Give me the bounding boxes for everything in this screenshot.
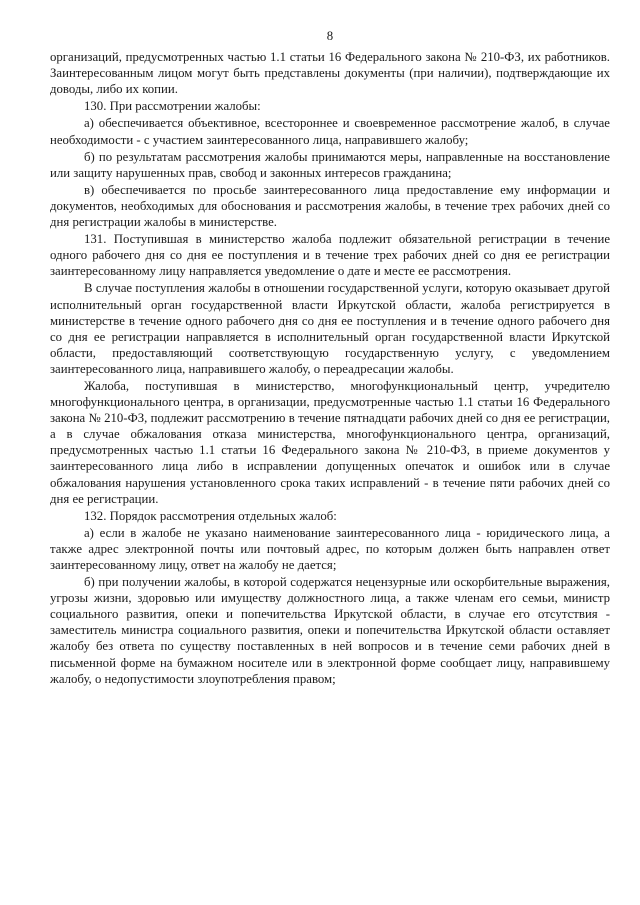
- document-body: [50, 49, 610, 687]
- paragraph: а) если в жалобе не указано наименование заинтересованного лица - юридического лица, а также адрес электронной почты или почтовый адрес, по которым должен быть направлен ответ заинтересованному лицу, ответ на жалобу не дается;: [50, 525, 610, 572]
- paragraph: организаций, предусмотренных частью 1.1 статьи 16 Федерального закона № 210-ФЗ, их работников. Заинтересованным лицом могут быть представлены документы (при наличии), подтверждающие их доводы, либо их копии.: [50, 50, 610, 97]
- paragraph: б) по результатам рассмотрения жалобы принимаются меры, направленные на восстановление или защиту нарушенных прав, свобод и законных интересов гражданина;: [50, 149, 610, 180]
- paragraph: а) обеспечивается объективное, всестороннее и своевременное рассмотрение жалоб, в случае необходимости - с участием заинтересованного лица, направившего жалобу;: [50, 116, 610, 147]
- page-number: 8: [326, 29, 334, 43]
- paragraph: Жалоба, поступившая в министерство, многофункциональный центр, учредителю многофункционального центра, в организации, предусмотренные частью 1.1 статьи 16 Федерального закона № 210-ФЗ, подлежит рассмотрению в течение пятнадцати рабочих дней со дня ее регистрации, а в случае обжалования отказа министерства, многофункционального центра, организаций, предусмотренных частью 1.1 статьи 16 Федерального закона № 210-ФЗ, в приеме документов у заинтересованного лица либо в исправлении допущенных опечаток и ошибок или в случае обжалования нарушения установленного срока таких исправлений - в течение пяти рабочих дней со дня ее регистрации.: [50, 378, 610, 506]
- paragraph: в) обеспечивается по просьбе заинтересованного лица предоставление ему информации и документов, необходимых для обоснования и рассмотрения жалобы, в течение трех рабочих дней со дня регистрации жалобы в министерстве.: [50, 182, 610, 230]
- paragraph: В случае поступления жалобы в отношении государственной услуги, которую оказывает другой исполнительный орган государственной власти Иркутской области, жалоба регистрируется в министерстве в течение одного рабочего дня со дня ее поступления и в течение одного рабочего дня со дня ее регистрации направляется в исполнительный орган государственной власти Иркутской области, предоставляющий соответствующую государственную услугу, с уведомлением заинтересованного лица, направившего жалобу, о переадресации жалобы.: [50, 281, 610, 376]
- paragraph: б) при получении жалобы, в которой содержатся нецензурные или оскорбительные выражения, угрозы жизни, здоровью или имуществу должностного лица, а также членам его семьи, министр социального развития, опеки и попечительства Иркутской области, в случае его отсутствия - заместитель министра социального развития, опеки и попечительства Иркутской области оставляет жалобу без ответа по существу поставленных в ней вопросов и в течение семи рабочих дней в письменной форме на бумажном носителе или в электронной форме сообщает лицу, направившему жалобу, о недопустимости злоупотребления правом;: [50, 575, 610, 686]
- paragraph: 130. При рассмотрении жалобы:: [84, 99, 261, 114]
- paragraph: 131. Поступившая в министерство жалоба подлежит обязательной регистрации в течение одного рабочего дня со дня ее поступления и в течение трех рабочих дней со дня ее регистрации заинтересованному лицу направляется уведомление о дате и месте ее рассмотрения.: [50, 232, 610, 279]
- paragraph: 132. Порядок рассмотрения отдельных жалоб:: [84, 508, 337, 523]
